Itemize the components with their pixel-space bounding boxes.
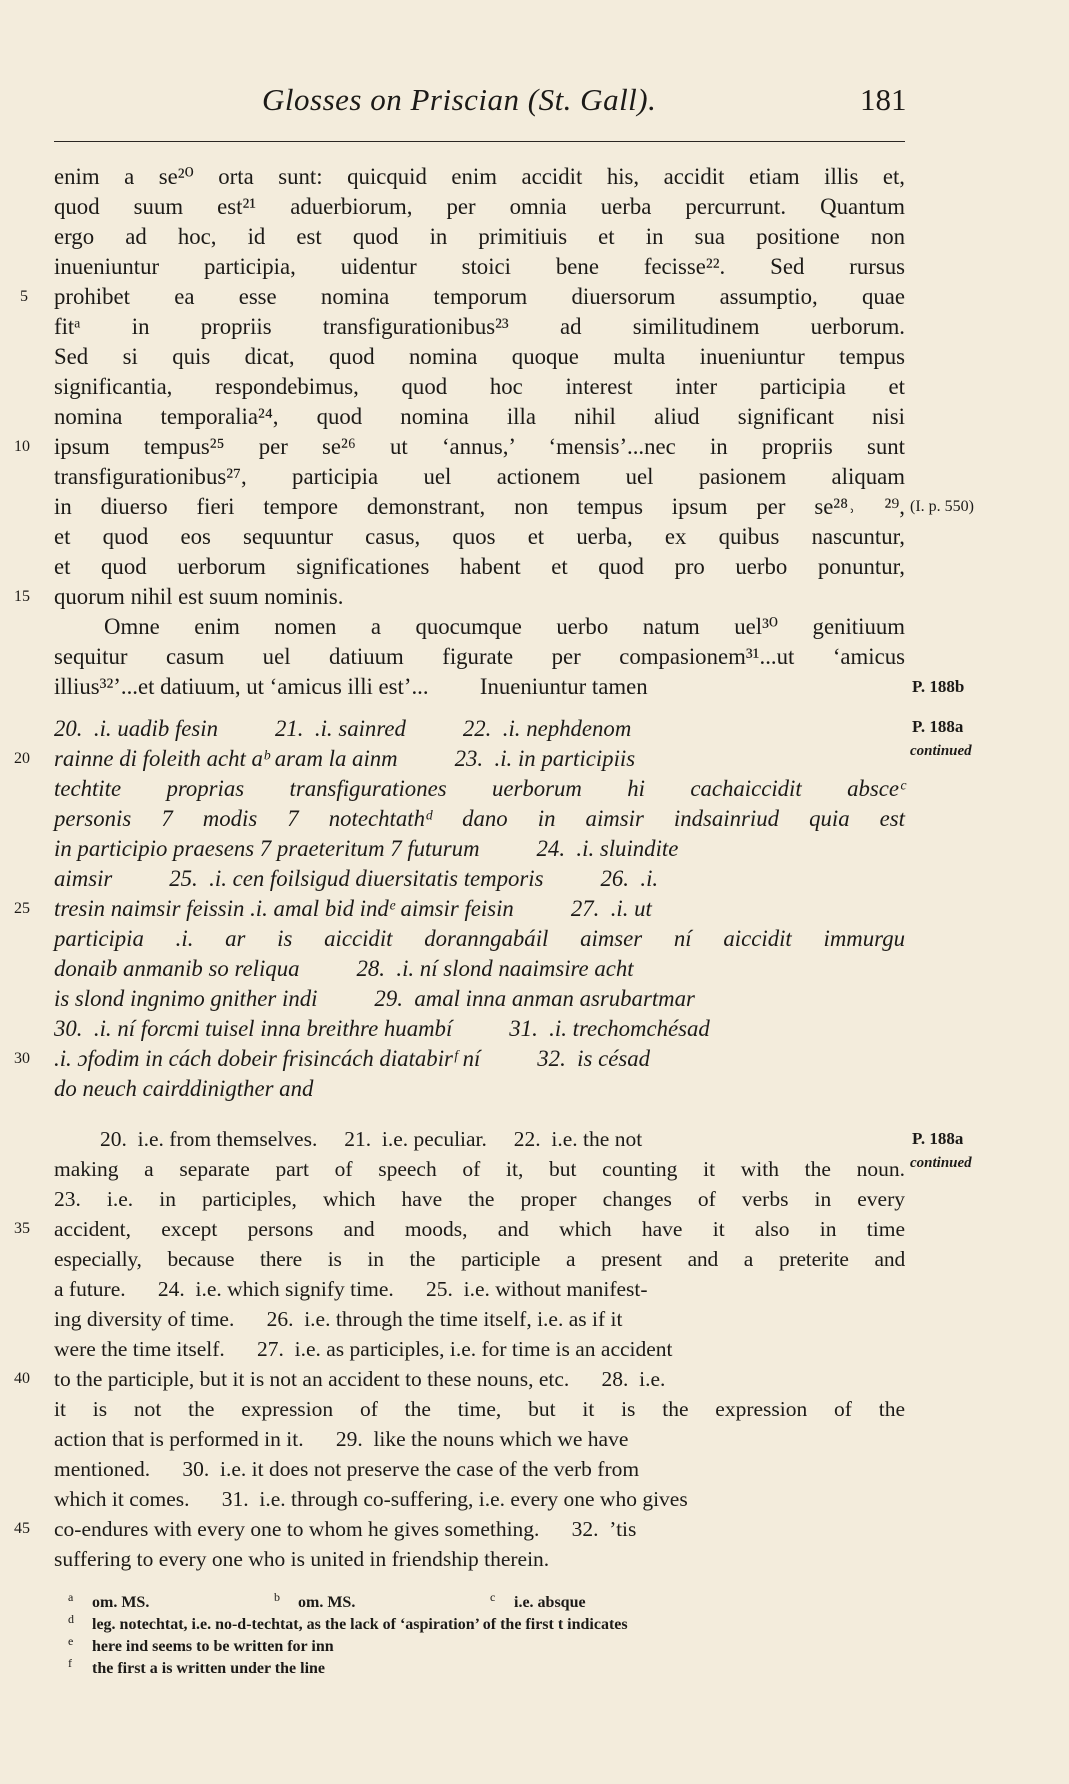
- page-number: 181: [860, 82, 907, 117]
- latin-line: inueniuntur participia, uidentur stoici bene fecisse²². Sed rursus: [54, 254, 905, 279]
- footnote-f: f the first a is written under the line: [68, 1655, 326, 1677]
- irish-line: tresin naimsir feissin .i. amal bid indᵉ aimsir feisin 27. .i. ut: [54, 896, 652, 921]
- latin-line: et quod eos sequuntur casus, quos et uerba, ex quibus nascuntur,: [54, 524, 905, 549]
- english-line: a future. 24. i.e. which signify time. 25. i.e. without manifest-: [54, 1277, 648, 1301]
- latin-line: quod suum est²¹ aduerbiorum, per omnia uerba percurrunt. Quantum: [54, 194, 905, 219]
- english-line: especially, because there is in the participle a present and a preterite and: [54, 1247, 905, 1271]
- footnote-text: om. MS.: [298, 1594, 356, 1611]
- latin-line: significantia, respondebimus, quod hoc interest inter participia et: [54, 374, 905, 399]
- english-line: it is not the expression of the time, but it is the expression of the: [54, 1397, 905, 1421]
- irish-line: 30. .i. ní forcmi tuisel inna breithre huambí 31. .i. trechomchésad: [54, 1016, 710, 1041]
- footnote-c: c i.e. absque: [490, 1589, 586, 1611]
- english-line: 23. i.e. in participles, which have the proper changes of verbs in every: [54, 1187, 905, 1211]
- irish-line: techtite proprias transfigurationes uerborum hi cachaiccidit absceᶜ: [54, 776, 905, 801]
- english-line: making a separate part of speech of it, but counting it with the noun.: [54, 1157, 905, 1181]
- latin-line: fitᵃ in propriis transfigurationibus²³ ad similitudinem uerborum.: [54, 314, 905, 339]
- line-number: 5: [20, 288, 28, 305]
- footnote-text: here ind seems to be written for inn: [92, 1638, 334, 1655]
- latin-line: et quod uerborum significationes habent et quod pro uerbo ponuntur,: [54, 554, 905, 579]
- line-number: 20: [14, 750, 30, 767]
- running-title: Glosses on Priscian (St. Gall).: [262, 82, 657, 117]
- irish-line: 20. .i. uadib fesin 21. .i. sainred 22. .i. nephdenom: [54, 716, 632, 741]
- line-number: 40: [14, 1370, 30, 1387]
- header-rule: [54, 141, 905, 142]
- margin-continued: continued: [910, 1155, 972, 1171]
- english-line: were the time itself. 27. i.e. as participles, i.e. for time is an accident: [54, 1337, 673, 1361]
- latin-line: sequitur casum uel datiuum figurate per compasionem³¹...ut ‘amicus: [54, 644, 905, 669]
- latin-line: Sed si quis dicat, quod nomina quoque multa inueniuntur tempus: [54, 344, 905, 369]
- english-line: 20. i.e. from themselves. 21. i.e. peculiar. 22. i.e. the not: [100, 1127, 643, 1151]
- english-line: ing diversity of time. 26. i.e. through the time itself, i.e. as if it: [54, 1307, 623, 1331]
- footnote-text: leg. notechtat, i.e. no-d-techtat, as the lack of ‘aspiration’ of the first t indicates: [92, 1616, 628, 1633]
- irish-line: is slond ingnimo gnither indi 29. amal inna anman asrubartmar: [54, 986, 695, 1011]
- latin-line: in diuerso fieri tempore demonstrant, non tempus ipsum per se²⁸˒ ²⁹,: [54, 494, 905, 519]
- english-line: to the participle, but it is not an accident to these nouns, etc. 28. i.e.: [54, 1367, 666, 1391]
- margin-folio: P. 188a: [912, 1129, 964, 1148]
- irish-line: .i. ɔfodim in cách dobeir frisincách diatabirᶠ ní 32. is césad: [54, 1046, 650, 1071]
- margin-continued: continued: [910, 743, 972, 759]
- english-line: action that is performed in it. 29. like the nouns which we have: [54, 1427, 629, 1451]
- english-line: mentioned. 30. i.e. it does not preserve the case of the verb from: [54, 1457, 640, 1481]
- irish-line: rainne di foleith acht aᵇ aram la ainm 23. .i. in participiis: [54, 746, 636, 771]
- irish-line: personis 7 modis 7 notechtathᵈ dano in aimsir indsainriud quia est: [54, 806, 905, 831]
- latin-line: enim a se²⁰ orta sunt: quicquid enim accidit his, accidit etiam illis et,: [54, 164, 905, 189]
- margin-reference: (I. p. 550): [910, 498, 974, 515]
- english-line: accident, except persons and moods, and which have it also in time: [54, 1217, 905, 1241]
- latin-line: Omne enim nomen a quocumque uerbo natum uel³⁰ genitiuum: [104, 614, 905, 639]
- footnote-b: b om. MS.: [274, 1589, 356, 1611]
- footnote-e: e here ind seems to be written for inn: [68, 1633, 334, 1655]
- irish-line: donaib anmanib so reliqua 28. .i. ní slond naaimsire acht: [54, 956, 634, 981]
- page-header: [0, 82, 1069, 122]
- margin-folio: P. 188a: [912, 717, 964, 736]
- footnote-text: i.e. absque: [514, 1594, 586, 1611]
- irish-line: do neuch cairddinigther and: [54, 1076, 314, 1101]
- line-number: 45: [14, 1520, 30, 1537]
- english-line: which it comes. 31. i.e. through co-suffering, i.e. every one who gives: [54, 1487, 688, 1511]
- latin-line: illius³²’...et datiuum, ut ‘amicus illi est’... Inueniuntur tamen: [54, 674, 648, 699]
- margin-folio: P. 188b: [912, 677, 965, 696]
- irish-line: aimsir 25. .i. cen foilsigud diuersitatis temporis 26. .i.: [54, 866, 659, 891]
- latin-line: quorum nihil est suum nominis.: [54, 584, 344, 609]
- english-line: suffering to every one who is united in friendship therein.: [54, 1547, 550, 1571]
- irish-line: participia .i. ar is aiccidit doranngabáil aimser ní aiccidit immurgu: [54, 926, 905, 951]
- footnote-a: a om. MS.: [68, 1589, 150, 1611]
- footnote-text: the first a is written under the line: [92, 1660, 326, 1677]
- latin-line: transfigurationibus²⁷, participia uel actionem uel pasionem aliquam: [54, 464, 905, 489]
- line-number: 10: [14, 438, 30, 455]
- line-number: 25: [14, 900, 30, 917]
- latin-line: ergo ad hoc, id est quod in primitiuis et in sua positione non: [54, 224, 905, 249]
- latin-line: nomina temporalia²⁴, quod nomina illa nihil aliud significant nisi: [54, 404, 905, 429]
- line-number: 15: [14, 588, 30, 605]
- latin-line: ipsum tempus²⁵ per se²⁶ ut ‘annus,’ ‘mensis’...nec in propriis sunt: [54, 434, 905, 459]
- footnote-text: om. MS.: [92, 1594, 150, 1611]
- line-number: 30: [14, 1050, 30, 1067]
- line-number: 35: [14, 1220, 30, 1237]
- footnote-d: d leg. notechtat, i.e. no-d-techtat, as the lack of ‘aspiration’ of the first t indicates: [68, 1611, 628, 1633]
- english-line: co-endures with every one to whom he gives something. 32. ’tis: [54, 1517, 637, 1541]
- irish-line: in participio praesens 7 praeteritum 7 futurum 24. .i. sluindite: [54, 836, 679, 861]
- latin-line: prohibet ea esse nomina temporum diuersorum assumptio, quae: [54, 284, 905, 309]
